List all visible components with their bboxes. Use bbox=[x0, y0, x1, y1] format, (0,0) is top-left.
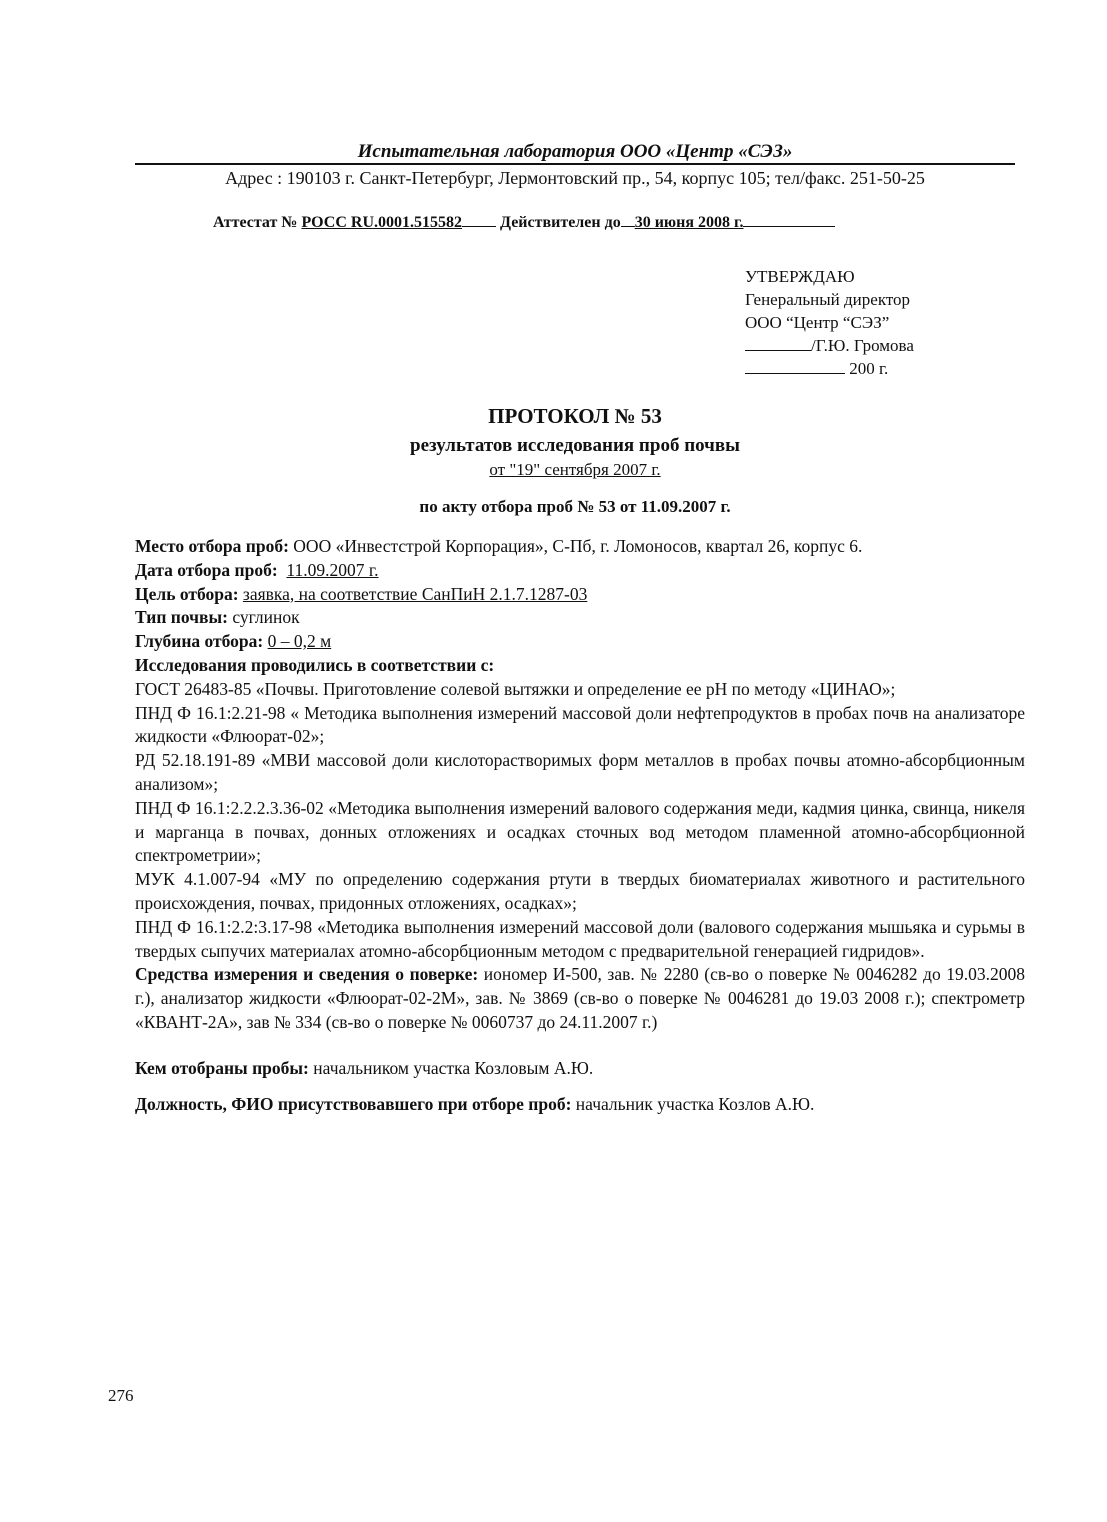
certificate-number: РОСС RU.0001.515582 bbox=[301, 214, 462, 231]
methods-heading: Исследования проводились в соответствии с: bbox=[135, 654, 495, 675]
field-place bbox=[135, 535, 1025, 559]
page-number: 276 bbox=[108, 1386, 134, 1405]
sampler-label: Кем отобраны пробы: bbox=[135, 1057, 309, 1078]
method-item: МУК 4.1.007-94 «МУ по определению содержания ртути в твердых биоматериалах животного и растительного происхождения, почвах, придонных отложениях, осадках»; bbox=[135, 869, 1025, 913]
protocol-act: по акту отбора проб № 53 от 11.09.2007 г. bbox=[419, 497, 731, 516]
protocol-date-text: от "19" сентября 2007 г. bbox=[489, 460, 661, 479]
certificate-blank bbox=[462, 225, 496, 227]
instruments bbox=[135, 963, 1025, 1034]
protocol-title: ПРОТОКОЛ № 53 bbox=[488, 404, 662, 428]
approval-company: ООО “Центр “СЭЗ” bbox=[745, 312, 890, 332]
certificate-label: Аттестат № bbox=[213, 214, 298, 231]
valid-until-label: Действителен до bbox=[500, 214, 621, 231]
date-blank bbox=[745, 372, 845, 374]
field-depth bbox=[135, 630, 1025, 654]
field-value: суглинок bbox=[232, 607, 300, 628]
instruments-value: иономер И-500, зав. № 2280 (св-во о поверке № 0046282 до 19.03.2008 г.), анализатор жидкости «Флюорат-02-2М», зав. № 3869 (св-во о поверке № 0046281 до 19.03 2008 г.); спектрометр «КВАНТ-2А», зав № 334 (св-во о поверке № 0060737 до 24.11.2007 г.) bbox=[135, 964, 1025, 1032]
method-item: ГОСТ 26483-85 «Почвы. Приготовление солевой вытяжки и определение ее рН по методу «ЦИНАО»; bbox=[135, 678, 896, 699]
approval-year: 200 г. bbox=[849, 358, 889, 378]
protocol-subtitle: результатов исследования проб почвы bbox=[410, 435, 740, 456]
method-item: РД 52.18.191-89 «МВИ массовой доли кислоторастворимых форм металлов в пробах почвы атомно-абсорбционным анализом»; bbox=[135, 750, 1025, 794]
field-label: Дата отбора проб: bbox=[135, 559, 278, 580]
field-label: Тип почвы: bbox=[135, 607, 228, 628]
method-item: ПНД Ф 16.1:2.2.2.3.36-02 «Методика выполнения измерений валового содержания меди, кадмия цинка, свинца, никеля и марганца в почвах, донных отложениях и осадках сточных вод методом пламенной атомно-абсорбционной спектрометрии»; bbox=[135, 797, 1025, 866]
field-label: Глубина отбора: bbox=[135, 631, 264, 652]
header-divider bbox=[135, 163, 1015, 165]
sampler-value: начальником участка Козловым А.Ю. bbox=[313, 1057, 594, 1078]
lab-title: Испытательная лаборатория ООО «Центр «СЭЗ» bbox=[357, 141, 793, 162]
field-value: 0 – 0,2 м bbox=[267, 631, 332, 652]
certificate-line bbox=[213, 213, 835, 234]
valid-blank-right bbox=[743, 225, 835, 227]
field-label: Место отбора проб: bbox=[135, 536, 289, 556]
valid-until-value: 30 июня 2008 г. bbox=[634, 214, 744, 231]
signature-blank bbox=[745, 349, 811, 351]
approval-heading: УТВЕРЖДАЮ bbox=[745, 267, 855, 286]
field-purpose bbox=[135, 583, 1025, 607]
method-item: ПНД Ф 16.1:2.21-98 « Методика выполнения измерений массовой доли нефтепродуктов в пробах почв на анализаторе жидкости «Флюорат-02»; bbox=[135, 702, 1025, 747]
protocol-body bbox=[135, 535, 1025, 1116]
witness-value: начальник участка Козлов А.Ю. bbox=[575, 1093, 815, 1114]
field-value: 11.09.2007 г. bbox=[286, 559, 379, 580]
field-soil bbox=[135, 606, 1025, 630]
approval-block bbox=[745, 266, 914, 381]
field-value: заявка, на соответствие СанПиН 2.1.7.1287-03 bbox=[242, 583, 588, 604]
approval-position: Генеральный директор bbox=[745, 289, 911, 309]
instruments-label: Средства измерения и сведения о поверке: bbox=[135, 964, 479, 985]
field-label: Цель отбора: bbox=[135, 583, 239, 604]
field-value: ООО «Инвестстрой Корпорация», С-Пб, г. Ломоносов, квартал 26, корпус 6. bbox=[293, 536, 863, 556]
sampler bbox=[135, 1057, 1025, 1081]
witness-label: Должность, ФИО присутствовавшего при отборе проб: bbox=[135, 1093, 572, 1114]
lab-address: Адрес : 190103 г. Санкт-Петербург, Лермонтовский пр., 54, корпус 105; тел/факс. 251-50-25 bbox=[225, 168, 925, 188]
valid-blank-left bbox=[621, 225, 635, 227]
approval-signer: /Г.Ю. Громова bbox=[811, 335, 914, 355]
approval-date-line bbox=[745, 358, 914, 381]
approval-signature-line bbox=[745, 335, 914, 358]
field-date bbox=[135, 559, 1025, 583]
protocol-date bbox=[135, 459, 1015, 481]
witness bbox=[135, 1093, 1025, 1117]
method-item: ПНД Ф 16.1:2.2:3.17-98 «Методика выполнения измерений массовой доли (валового содержания мышьяка и сурьмы в твердых сыпучих материалах атомно-абсорбционным методом с предварительной генерацией гидридов». bbox=[135, 916, 1025, 961]
